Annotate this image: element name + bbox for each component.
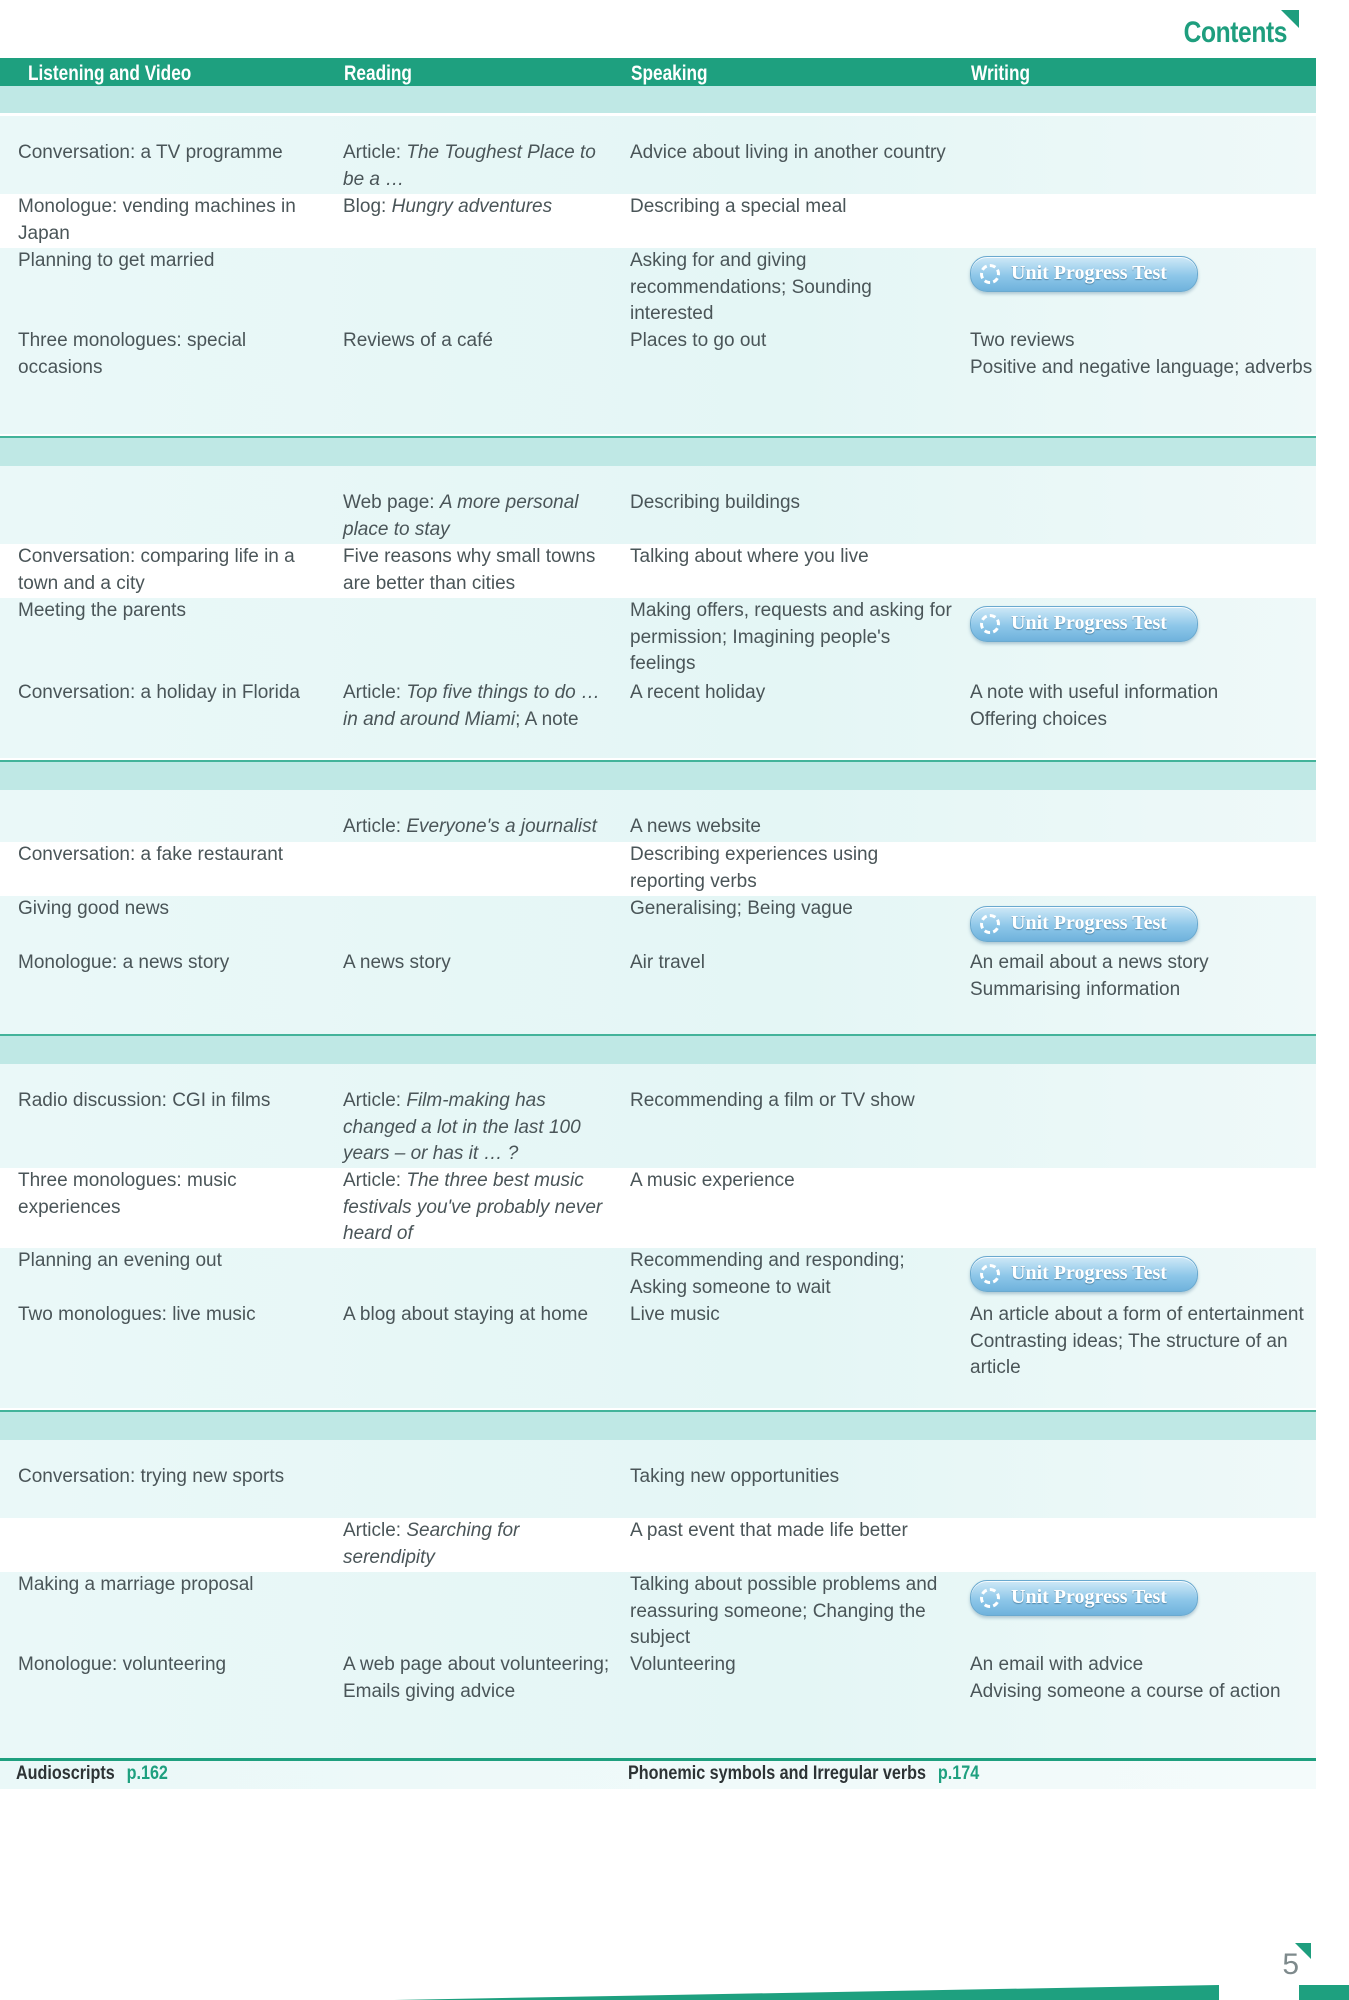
speaking-cell	[630, 814, 955, 841]
speaking-cell	[630, 1518, 955, 1545]
reading-cell	[343, 1168, 613, 1248]
unit-progress-test-label: Unit Progress Test	[1011, 912, 1167, 934]
reading-cell-title: A more personal place to stay	[343, 492, 579, 540]
unit-progress-test-label: Unit Progress Test	[1011, 262, 1167, 284]
reading-cell-title: The three best music festivals you've probably never heard of	[343, 1170, 603, 1244]
listening-cell-text: Radio discussion: CGI in films	[18, 1090, 271, 1111]
listening-cell	[18, 1248, 318, 1275]
speaking-cell	[630, 490, 955, 517]
progress-ring-icon	[980, 264, 1000, 284]
listening-cell-text: Planning to get married	[18, 250, 215, 271]
reading-cell-text: A blog about staying at home	[343, 1304, 589, 1325]
speaking-cell-text: Taking new opportunities	[630, 1466, 840, 1487]
writing-cell	[970, 1652, 1315, 1705]
listening-cell-text: Planning an evening out	[18, 1250, 222, 1271]
reading-cell-text: ; A note	[515, 708, 579, 730]
listening-cell	[18, 1464, 318, 1491]
reading-cell-text: Article:	[343, 142, 407, 163]
speaking-cell	[630, 1302, 955, 1329]
page-number: 5	[1282, 1948, 1299, 1981]
reading-cell	[343, 544, 613, 597]
unit-divider	[0, 1034, 1316, 1064]
reading-cell	[343, 950, 613, 977]
speaking-cell-text: A past event that made life better	[630, 1520, 908, 1541]
listening-cell	[18, 950, 318, 977]
reading-cell-title: The Toughest Place to be a …	[343, 142, 596, 190]
speaking-cell	[630, 328, 955, 355]
phonemic-page[interactable]: p.174	[937, 1763, 980, 1784]
footer-phonemic[interactable]	[628, 1763, 979, 1785]
listening-cell-text: Giving good news	[18, 898, 170, 919]
listening-cell	[18, 544, 318, 597]
reading-cell	[343, 140, 613, 193]
speaking-cell	[630, 598, 955, 678]
reading-cell	[343, 194, 613, 221]
speaking-cell	[630, 140, 955, 167]
speaking-cell-text: Recommending and responding; Asking someone to wait	[630, 1250, 905, 1298]
speaking-cell	[630, 896, 955, 923]
reading-cell	[343, 814, 613, 841]
reading-cell	[343, 1088, 613, 1168]
unit-progress-test-label: Unit Progress Test	[1011, 1262, 1167, 1284]
audioscripts-label: Audioscripts	[16, 1763, 115, 1784]
header-listening: Listening and Video	[28, 62, 192, 85]
listening-cell	[18, 1652, 318, 1679]
unit-divider	[0, 760, 1316, 790]
speaking-cell-text: Air travel	[630, 952, 705, 973]
speaking-cell-text: Talking about where you live	[630, 546, 869, 567]
writing-task: An email with advice	[970, 1654, 1144, 1675]
listening-cell-text: Conversation: trying new sports	[18, 1466, 285, 1487]
listening-cell-text: Meeting the parents	[18, 600, 186, 621]
reading-cell-title: Top five things to do … in and around Miami	[343, 682, 600, 730]
writing-cell	[970, 328, 1315, 381]
reading-cell-title: Hungry adventures	[391, 196, 553, 217]
speaking-cell-text: Asking for and giving recommendations; Sounding interested	[630, 250, 872, 324]
speaking-cell	[630, 680, 955, 707]
speaking-cell	[630, 1464, 955, 1491]
unit-divider	[0, 86, 1316, 113]
writing-cell	[970, 1302, 1315, 1382]
reading-cell-text: Blog:	[343, 196, 392, 217]
listening-cell-text: Monologue: vending machines in Japan	[18, 196, 296, 244]
writing-skill: Offering choices	[970, 708, 1107, 730]
audioscripts-page[interactable]: p.162	[126, 1763, 168, 1784]
unit-divider	[0, 1410, 1316, 1440]
listening-cell	[18, 842, 318, 869]
reading-cell-text: Article:	[343, 682, 407, 703]
header-reading: Reading	[344, 62, 412, 85]
speaking-cell	[630, 1168, 955, 1195]
progress-ring-icon	[980, 614, 1000, 634]
reading-cell	[343, 1302, 613, 1329]
reading-cell	[343, 1652, 613, 1705]
speaking-cell	[630, 1572, 955, 1652]
listening-cell-text: Two monologues: live music	[18, 1304, 256, 1325]
speaking-cell-text: Describing experiences using reporting verbs	[630, 844, 879, 892]
listening-cell-text: Monologue: a news story	[18, 952, 230, 973]
listening-cell-text: Conversation: comparing life in a town and a city	[18, 546, 295, 594]
reading-cell-title: Film-making has changed a lot in the last 100 years – or has it … ?	[343, 1090, 581, 1164]
reading-cell	[343, 328, 613, 355]
listening-cell-text: Three monologues: special occasions	[18, 330, 247, 378]
header-speaking: Speaking	[631, 62, 708, 85]
unit-progress-test-button[interactable]	[970, 256, 1198, 292]
speaking-cell	[630, 194, 955, 221]
reading-cell-text: Article:	[343, 816, 407, 837]
listening-cell-text: Conversation: a holiday in Florida	[18, 682, 300, 703]
progress-ring-icon	[980, 1588, 1000, 1608]
speaking-cell-text: A recent holiday	[630, 682, 766, 703]
listening-cell-text: Conversation: a fake restaurant	[18, 844, 284, 865]
reading-cell-text: Reviews of a café	[343, 330, 493, 351]
listening-cell	[18, 1302, 318, 1329]
listening-cell-text: Making a marriage proposal	[18, 1574, 254, 1595]
row-band	[0, 1064, 1316, 1168]
speaking-cell	[630, 950, 955, 977]
writing-task: An email about a news story	[970, 952, 1209, 973]
listening-cell	[18, 680, 318, 707]
listening-cell	[18, 194, 318, 247]
bottom-accent-strip	[360, 1985, 1219, 2000]
writing-cell	[970, 680, 1315, 733]
progress-ring-icon	[980, 914, 1000, 934]
unit-progress-test-button[interactable]	[970, 1256, 1198, 1292]
speaking-cell-text: Making offers, requests and asking for permission; Imagining people's feelings	[630, 600, 952, 674]
speaking-cell	[630, 544, 955, 571]
footer-audioscripts[interactable]	[16, 1763, 168, 1785]
listening-cell-text: Monologue: volunteering	[18, 1654, 227, 1675]
reading-cell	[343, 1518, 613, 1571]
reading-cell-text: Web page:	[343, 492, 440, 513]
speaking-cell-text: A music experience	[630, 1170, 795, 1191]
speaking-cell-text: Describing buildings	[630, 492, 801, 513]
writing-cell	[970, 950, 1315, 1003]
speaking-cell	[630, 248, 955, 328]
speaking-cell	[630, 1248, 955, 1301]
listening-cell	[18, 1168, 318, 1221]
listening-cell	[18, 598, 318, 625]
reading-cell-text: Article:	[343, 1090, 407, 1111]
listening-cell	[18, 248, 318, 275]
reading-cell-text: Five reasons why small towns are better than cities	[343, 546, 596, 594]
speaking-cell-text: Volunteering	[630, 1654, 736, 1675]
listening-cell	[18, 1572, 318, 1599]
speaking-cell-text: Recommending a film or TV show	[630, 1090, 915, 1111]
writing-task: Two reviews	[970, 330, 1075, 351]
writing-skill: Advising someone a course of action	[970, 1680, 1281, 1702]
speaking-cell-text: Generalising; Being vague	[630, 898, 853, 919]
listening-cell-text: Three monologues: music experiences	[18, 1170, 237, 1218]
writing-skill: Contrasting ideas; The structure of an article	[970, 1330, 1288, 1378]
listening-cell	[18, 1088, 318, 1115]
reading-cell-text: Article:	[343, 1520, 407, 1541]
reading-cell	[343, 680, 613, 733]
unit-progress-test-button[interactable]	[970, 1580, 1198, 1616]
speaking-cell-text: A news website	[630, 816, 761, 837]
listening-cell	[18, 328, 318, 381]
reading-cell-title: Everyone's a journalist	[406, 816, 597, 837]
unit-progress-test-button[interactable]	[970, 906, 1198, 942]
speaking-cell-text: Live music	[630, 1304, 720, 1325]
speaking-cell	[630, 1652, 955, 1679]
phonemic-label: Phonemic symbols and Irregular verbs	[628, 1763, 926, 1784]
reading-cell-text: A web page about volunteering; Emails giving advice	[343, 1654, 610, 1702]
unit-progress-test-label: Unit Progress Test	[1011, 612, 1167, 634]
column-header-bar	[0, 58, 1316, 86]
listening-cell	[18, 896, 318, 923]
writing-task: A note with useful information	[970, 682, 1219, 703]
writing-skill: Positive and negative language; adverbs	[970, 356, 1313, 378]
speaking-cell-text: Places to go out	[630, 330, 767, 351]
speaking-cell-text: Advice about living in another country	[630, 142, 946, 163]
listening-cell	[18, 140, 318, 167]
reading-cell-title: Searching for serendipity	[343, 1520, 520, 1568]
header-writing: Writing	[971, 62, 1030, 85]
writing-task: An article about a form of entertainment	[970, 1304, 1304, 1325]
page-title: Contents	[1183, 16, 1287, 49]
writing-skill: Summarising information	[970, 978, 1181, 1000]
reading-cell	[343, 490, 613, 543]
unit-divider	[0, 436, 1316, 466]
listening-cell-text: Conversation: a TV programme	[18, 142, 283, 163]
reading-cell-text: A news story	[343, 952, 451, 973]
reading-cell-text: Article:	[343, 1170, 407, 1191]
speaking-cell-text: Describing a special meal	[630, 196, 847, 217]
unit-progress-test-button[interactable]	[970, 606, 1198, 642]
progress-ring-icon	[980, 1264, 1000, 1284]
speaking-cell	[630, 1088, 955, 1115]
unit-progress-test-label: Unit Progress Test	[1011, 1586, 1167, 1608]
speaking-cell-text: Talking about possible problems and reassuring someone; Changing the subject	[630, 1574, 938, 1648]
speaking-cell	[630, 842, 955, 895]
bottom-accent-strip	[1299, 1985, 1349, 2000]
